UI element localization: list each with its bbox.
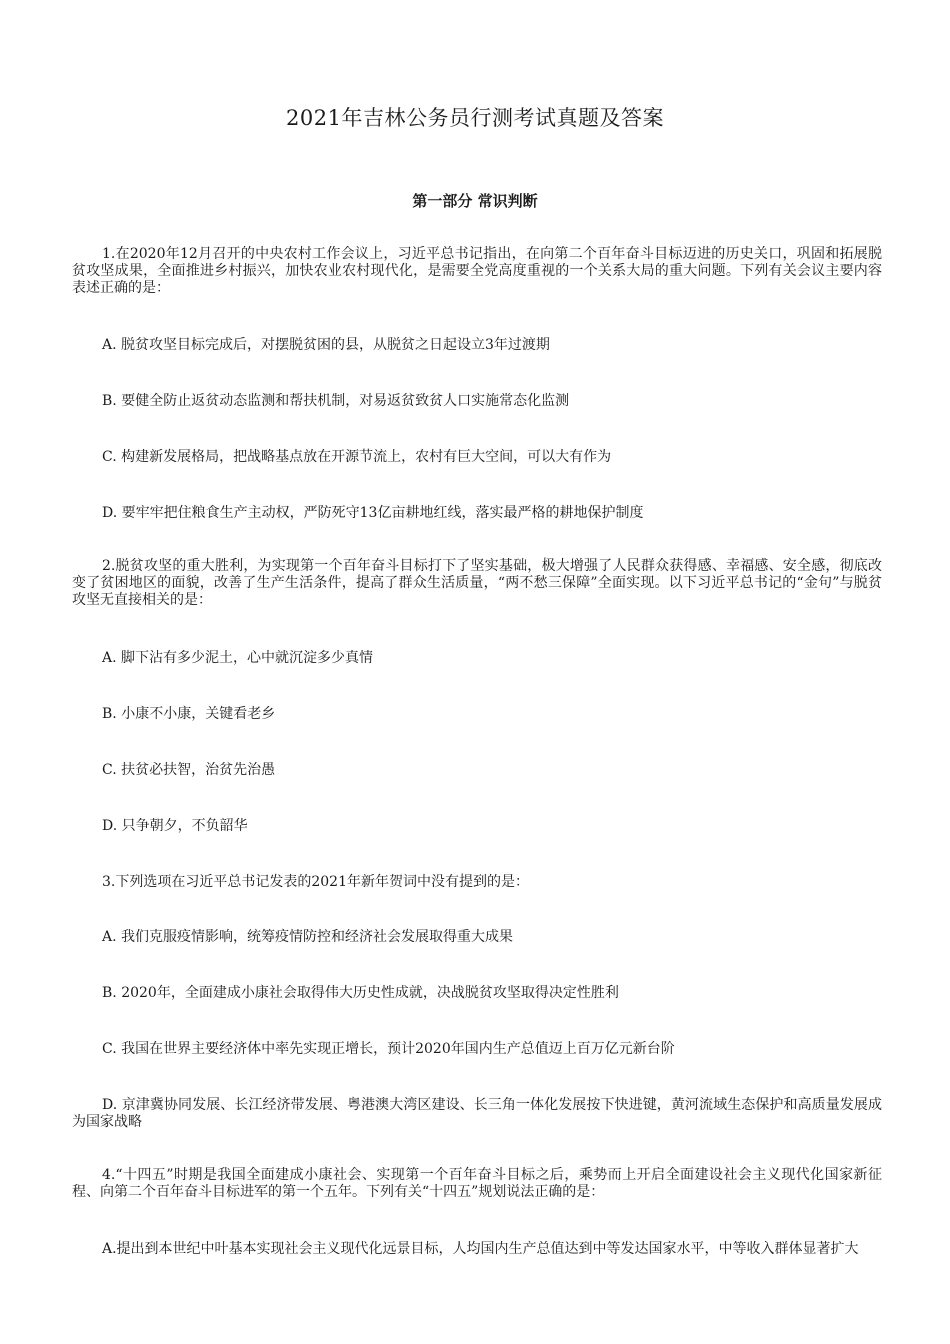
question-2-option-c: C. 扶贫必扶智，治贫先治愚: [102, 762, 276, 778]
question-1-option-b: B. 要健全防止返贫动态监测和帮扶机制，对易返贫致贫人口实施常态化监测: [102, 393, 570, 409]
question-1-option-a: A. 脱贫攻坚目标完成后，对摆脱贫困的县，从脱贫之日起设立3年过渡期: [102, 337, 550, 353]
question-1-option-d: D. 要牢牢把住粮食生产主动权，严防死守13亿亩耕地红线，落实最严格的耕地保护制度: [102, 505, 644, 521]
question-3-option-a: A. 我们克服疫情影响，统筹疫情防控和经济社会发展取得重大成果: [102, 929, 514, 945]
question-2-option-a: A. 脚下沾有多少泥土，心中就沉淀多少真情: [102, 650, 374, 666]
question-3-option-b: B. 2020年，全面建成小康社会取得伟大历史性成就，决战脱贫攻坚取得决定性胜利: [102, 985, 619, 1001]
document-title: 2021年吉林公务员行测考试真题及答案: [286, 106, 664, 130]
question-3-stem: 3.下列选项在习近平总书记发表的2021年新年贺词中没有提到的是：: [102, 874, 529, 890]
question-3-option-d: D. 京津冀协同发展、长江经济带发展、粤港澳大湾区建设、长三角一体化发展按下快进键，黄河流域生态保护和高质量发展成为国家战略: [72, 1097, 882, 1130]
question-1-stem: 1.在2020年12月召开的中央农村工作会议上，习近平总书记指出，在向第二个百年奋斗目标迈进的历史关口，巩固和拓展脱贫攻坚成果，全面推进乡村振兴，加快农业农村现代化，是需要全党高度重视的一个关系大局的重大问题。下列有关会议主要内容表述正确的是：: [72, 246, 882, 296]
question-1-option-c: C. 构建新发展格局，把战略基点放在开源节流上，农村有巨大空间，可以大有作为: [102, 449, 612, 465]
question-2-option-b: B. 小康不小康，关键看老乡: [102, 706, 276, 722]
question-4-stem: 4.“十四五”时期是我国全面建成小康社会、实现第一个百年奋斗目标之后，乘势而上开启全面建设社会主义现代化国家新征程、向第二个百年奋斗目标进军的第一个五年。下列有关“十四五”规划说法正确的是：: [72, 1167, 882, 1200]
section-title: 第一部分 常识判断: [412, 192, 538, 210]
question-2-stem: 2.脱贫攻坚的重大胜利，为实现第一个百年奋斗目标打下了坚实基础，极大增强了人民群众获得感、幸福感、安全感，彻底改变了贫困地区的面貌，改善了生产生活条件，提高了群众生活质量，“两不愁三保障”全面实现。以下习近平总书记的“金句”与脱贫攻坚无直接相关的是：: [72, 558, 882, 608]
question-4-option-a: A.提出到本世纪中叶基本实现社会主义现代化远景目标，人均国内生产总值达到中等发达国家水平，中等收入群体显著扩大: [102, 1241, 859, 1257]
question-2-option-d: D. 只争朝夕，不负韶华: [102, 818, 248, 834]
question-3-option-c: C. 我国在世界主要经济体中率先实现正增长，预计2020年国内生产总值迈上百万亿元新台阶: [102, 1041, 675, 1057]
